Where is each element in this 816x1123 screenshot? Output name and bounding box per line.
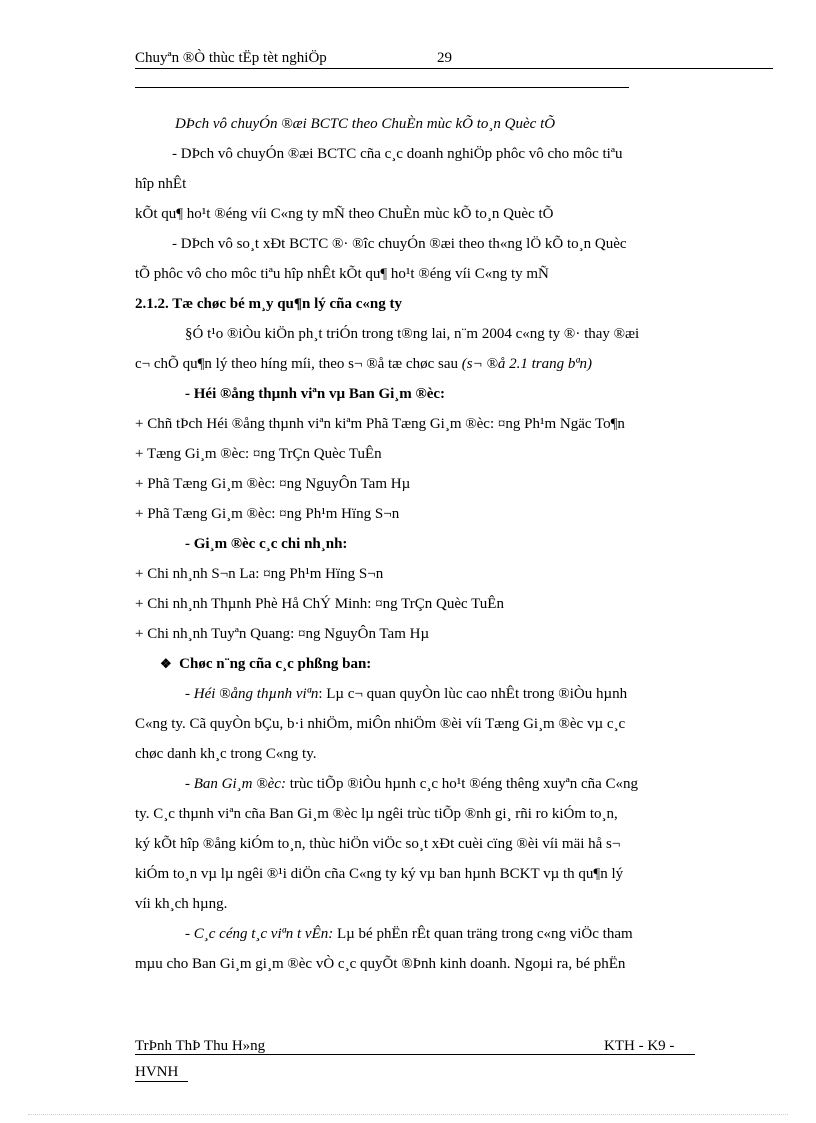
paragraph-line [185,776,638,793]
subheading-branches: - Gi¸m ®èc c¸c chi nh¸nh: [185,536,348,552]
list-item: + Chi nh¸nh Thµnh Phè Hå ChÝ Minh: ¤ng TrÇn Quèc TuÊn [135,596,504,612]
footer-class-code: KTH - K9 - [604,1038,675,1054]
paragraph-line: kÕt qu¶ ho¹t ®éng víi C«ng ty mÑ theo ChuÈn mùc kÕ to¸n Quèc tÕ [135,206,554,222]
paragraph-text: Lµ bé phËn rÊt quan träng trong c«ng viÖc tham [333,926,633,942]
diagram-reference: (s¬ ®å 2.1 trang bªn) [461,356,592,372]
list-item: + Chñ tÞch Héi ®ång thµnh viªn kiªm Phã Tæng Gi¸m ®èc: ¤ng Ph¹m Ngäc To¶n [135,416,625,432]
list-item: + Tæng Gi¸m ®èc: ¤ng TrÇn Quèc TuÊn [135,446,382,462]
paragraph-line [185,686,627,703]
paragraph-line: ký kÕt hîp ®ång kiÓm to¸n, thùc hiÖn viÖc so¸t xÐt cuèi cïng ®èi víi mäi hå s¬ [135,836,621,852]
list-item: + Chi nh¸nh S¬n La: ¤ng Ph¹m Hïng S¬n [135,566,384,582]
header-rule [135,68,773,69]
list-item: + Chi nh¸nh Tuyªn Quang: ¤ng NguyÔn Tam Hµ [135,626,430,642]
header-title: Chuyªn ®Ò thùc tËp tèt nghiÖp [135,50,327,66]
paragraph-text: trùc tiÕp ®iÒu hµnh c¸c ho¹t ®éng thêng xuyªn cña C«ng [285,776,639,792]
paragraph-line: kiÓm to¸n vµ lµ ngêi ®¹i diÖn cña C«ng ty ký vµ ban hµnh BCKT vµ th qu¶n lý [135,866,624,882]
subheading-text: Chøc n¨ng cña c¸c phßng ban: [179,656,372,672]
section-subheading: DÞch vô chuyÓn ®æi BCTC theo ChuÈn mùc kÕ to¸n Quèc tÕ [175,116,556,132]
paragraph-line: - DÞch vô so¸t xÐt BCTC ®· ®îc chuyÓn ®æi theo th«ng lÖ kÕ to¸n Quèc [172,236,627,252]
paragraph-line: ty. C¸c thµnh viªn cña Ban Gi¸m ®èc lµ ngêi trùc tiÕp ®nh gi¸ rñi ro kiÓm to¸n, [135,806,618,822]
header-rule-secondary [135,87,629,88]
paragraph-text: : Lµ c¬ quan quyÒn lùc cao nhÊt trong ®iÒu hµnh [318,686,628,702]
paragraph-line [185,926,633,943]
subheading-departments [160,656,371,673]
diamond-bullet-icon: ❖ [160,656,172,671]
paragraph-line: hîp nhÊt [135,176,187,192]
footer-school: HVNH [135,1064,179,1080]
paragraph-line: - DÞch vô chuyÓn ®æi BCTC cña c¸c doanh nghiÖp phôc vô cho môc tiªu [172,146,623,162]
paragraph-line: mµu cho Ban Gi¸m gi¸m ®èc vÒ c¸c quyÕt ®Þnh kinh doanh. Ngoµi ra, bé phËn [135,956,626,972]
paragraph-text: c¬ chÕ qu¶n lý theo híng míi, theo s¬ ®å tæ chøc sau [135,356,462,372]
dash: - [185,776,194,792]
paragraph-line [135,356,592,373]
footer-author: TrÞnh ThÞ Thu H»ng [135,1038,266,1054]
page-number: 29 [437,50,452,66]
page-break-rule [28,1114,788,1115]
list-item: + Phã Tæng Gi¸m ®èc: ¤ng Ph¹m Hïng S¬n [135,506,400,522]
subheading-board: - Héi ®ång thµnh viªn vµ Ban Gi¸m ®èc: [185,386,446,402]
term-consultants: C¸c céng t¸c viªn t vÊn: [193,926,334,942]
list-item: + Phã Tæng Gi¸m ®èc: ¤ng NguyÔn Tam Hµ [135,476,411,492]
paragraph-line: víi kh¸ch hµng. [135,896,228,912]
paragraph-line: chøc danh kh¸c trong C«ng ty. [135,746,317,762]
footer-rule-short [135,1081,188,1082]
paragraph-line: §Ó t¹o ®iÒu kiÖn ph¸t triÓn trong t®ng lai, n¨m 2004 c«ng ty ®· thay ®æi [185,326,640,342]
paragraph-line: C«ng ty. Cã quyÒn bÇu, b·i nhiÖm, miÔn nhiÖm ®èi víi Tæng Gi¸m ®èc vµ c¸c [135,716,626,732]
term-members-council: Héi ®ång thµnh viªn [193,686,319,702]
term-board-of-directors: Ban Gi¸m ®èc: [193,776,286,792]
paragraph-line: tÕ phôc vô cho môc tiªu hîp nhÊt kÕt qu¶ ho¹t ®éng víi C«ng ty mÑ [135,266,549,282]
section-heading: 2.1.2. Tæ chøc bé m¸y qu¶n lý cña c«ng ty [135,296,403,312]
footer-rule [135,1054,695,1055]
dash: - [185,926,194,942]
dash: - [185,686,194,702]
